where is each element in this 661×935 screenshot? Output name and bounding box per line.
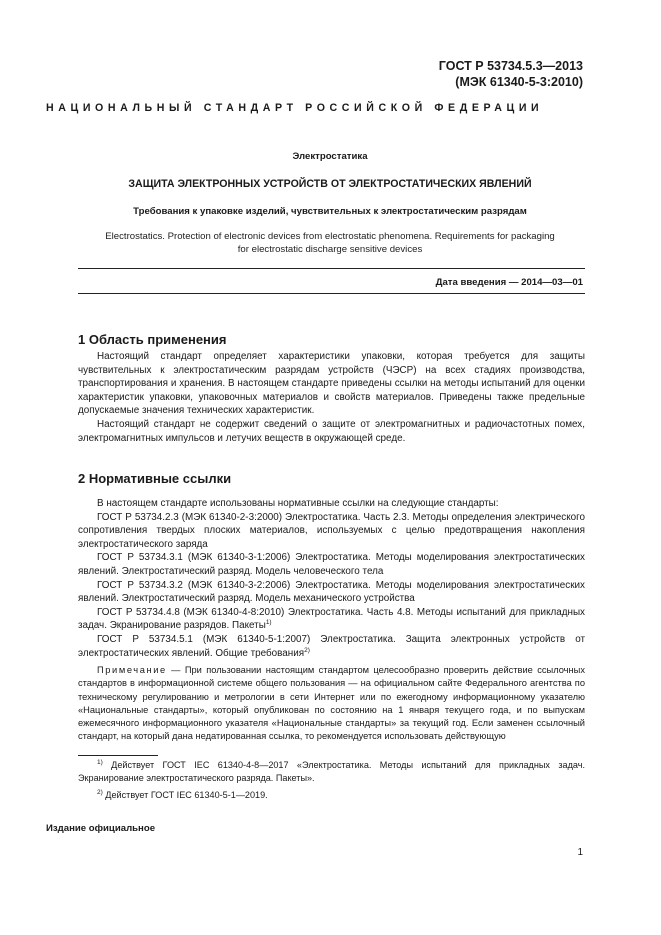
title-subtitle: Требования к упаковке изделий, чувствительных к электростатическим разрядам	[133, 206, 527, 217]
note-text: — При пользовании настоящим стандартом целесообразно проверить действие ссылочных стандартов в информационной системе общего пользования — на официальном сайте Федерального агентства по техническому регулированию и метрологии в сети Интернет или по ежегодному информационному указателю «Национальные стандарты», который опубликован по состоянию на 1 января текущего года, и по выпускам ежемесячного информационного указателя «Национальные стандарты» за текущий год. Если заменен ссылочный стандарт, на который дана недатированная ссылка, то рекомендуется использовать действующую	[78, 665, 585, 742]
title-english-line1: Electrostatics. Protection of electronic devices from electrostatic phenomena. Requirements for packaging	[105, 231, 555, 242]
footnote-1-text: Действует ГОСТ IEC 61340-4-8—2017 «Электростатика. Методы испытаний для прикладных задач. Экранирование электростатического разряда. Пакеты».	[78, 760, 585, 783]
section-1-heading: 1 Область применения	[78, 332, 227, 347]
footnote-2	[78, 789, 585, 802]
section-1-paragraph-2: Настоящий стандарт не содержит сведений о защите от электромагнитных и радиочастотных помех, электромагнитных импульсов и летучих веществ в окружающей среде.	[78, 418, 585, 444]
footnotes	[78, 759, 585, 802]
standard-code-line1: ГОСТ Р 53734.5.3—2013	[438, 59, 583, 73]
reference-item: ГОСТ Р 53734.3.2 (МЭК 61340-3-2:2006) Электростатика. Методы моделирования электростатических явлений. Электростатический разряд. Модель механического устройства	[78, 579, 585, 605]
section-2-intro: В настоящем стандарте использованы нормативные ссылки на следующие стандарты:	[97, 498, 499, 509]
reference-item	[78, 633, 585, 660]
note-label: Примечание	[97, 665, 167, 675]
footnote-1	[78, 759, 585, 785]
introduction-date: Дата введения — 2014—03—01	[435, 277, 583, 288]
footnote-ref-1: 1)	[265, 619, 272, 627]
standard-code	[439, 58, 583, 90]
footnote-2-mark: 2)	[97, 789, 103, 796]
reference-item: ГОСТ Р 53734.2.3 (МЭК 61340-2-3:2000) Электростатика. Часть 2.3. Методы определения электрического сопротивления твердых плоских материалов, используемых с целью предотвращения накопления электростатического заряда	[78, 511, 585, 550]
reference-text: ГОСТ Р 53734.4.8 (МЭК 61340-4-8:2010) Электростатика. Часть 4.8. Методы испытаний для прикладных задач. Экранирование разрядов. Пакеты	[78, 606, 585, 632]
reference-item: ГОСТ Р 53734.3.1 (МЭК 61340-3-1:2006) Электростатика. Методы моделирования электростатических явлений. Электростатический разряд. Модель человеческого тела	[78, 552, 585, 577]
section-2-heading: 2 Нормативные ссылки	[78, 471, 232, 486]
footnote-2-text: Действует ГОСТ IEC 61340-5-1—2019.	[102, 790, 268, 800]
footnote-ref-2: 2)	[304, 646, 310, 654]
reference-text: ГОСТ Р 53734.5.1 (МЭК 61340-5-1:2007) Электростатика. Защита электронных устройств от электростатических явлений. Общие требования	[78, 633, 585, 659]
note-block	[78, 664, 585, 744]
section-1-paragraph-1: Настоящий стандарт определяет характеристики упаковки, которая требуется для защиты чувствительных к электростатическим разрядам устройств (ЧЭСР) на всех стадиях производства, транспортирования и хранения. В настоящем стандарте приведены ссылки на методы испытаний для оценки характеристик упаковки, упаковочных материалов и свойств материалов. Приведены также предельные допускаемые значения технических характеристик.	[78, 351, 585, 417]
standard-code-line2: (МЭК 61340-5-3:2010)	[455, 75, 583, 89]
national-standard-banner: НАЦИОНАЛЬНЫЙ СТАНДАРТ РОССИЙСКОЙ ФЕДЕРАЦИИ	[46, 102, 544, 114]
footnote-1-mark: 1)	[97, 759, 103, 766]
title-series: Электростатика	[292, 151, 368, 162]
page-number: 1	[577, 847, 583, 858]
section-1-body	[78, 350, 585, 445]
title-english	[60, 230, 600, 256]
divider-bottom	[78, 293, 585, 294]
section-2-body	[78, 497, 585, 660]
reference-item	[78, 606, 585, 633]
footnote-separator	[78, 755, 158, 756]
official-edition-label: Издание официальное	[46, 823, 156, 834]
note-paragraph	[78, 664, 585, 744]
title-main: ЗАЩИТА ЭЛЕКТРОННЫХ УСТРОЙСТВ ОТ ЭЛЕКТРОСТАТИЧЕСКИХ ЯВЛЕНИЙ	[128, 178, 532, 190]
divider-top	[78, 268, 585, 269]
title-english-line2: for electrostatic discharge sensitive devices	[237, 244, 423, 255]
